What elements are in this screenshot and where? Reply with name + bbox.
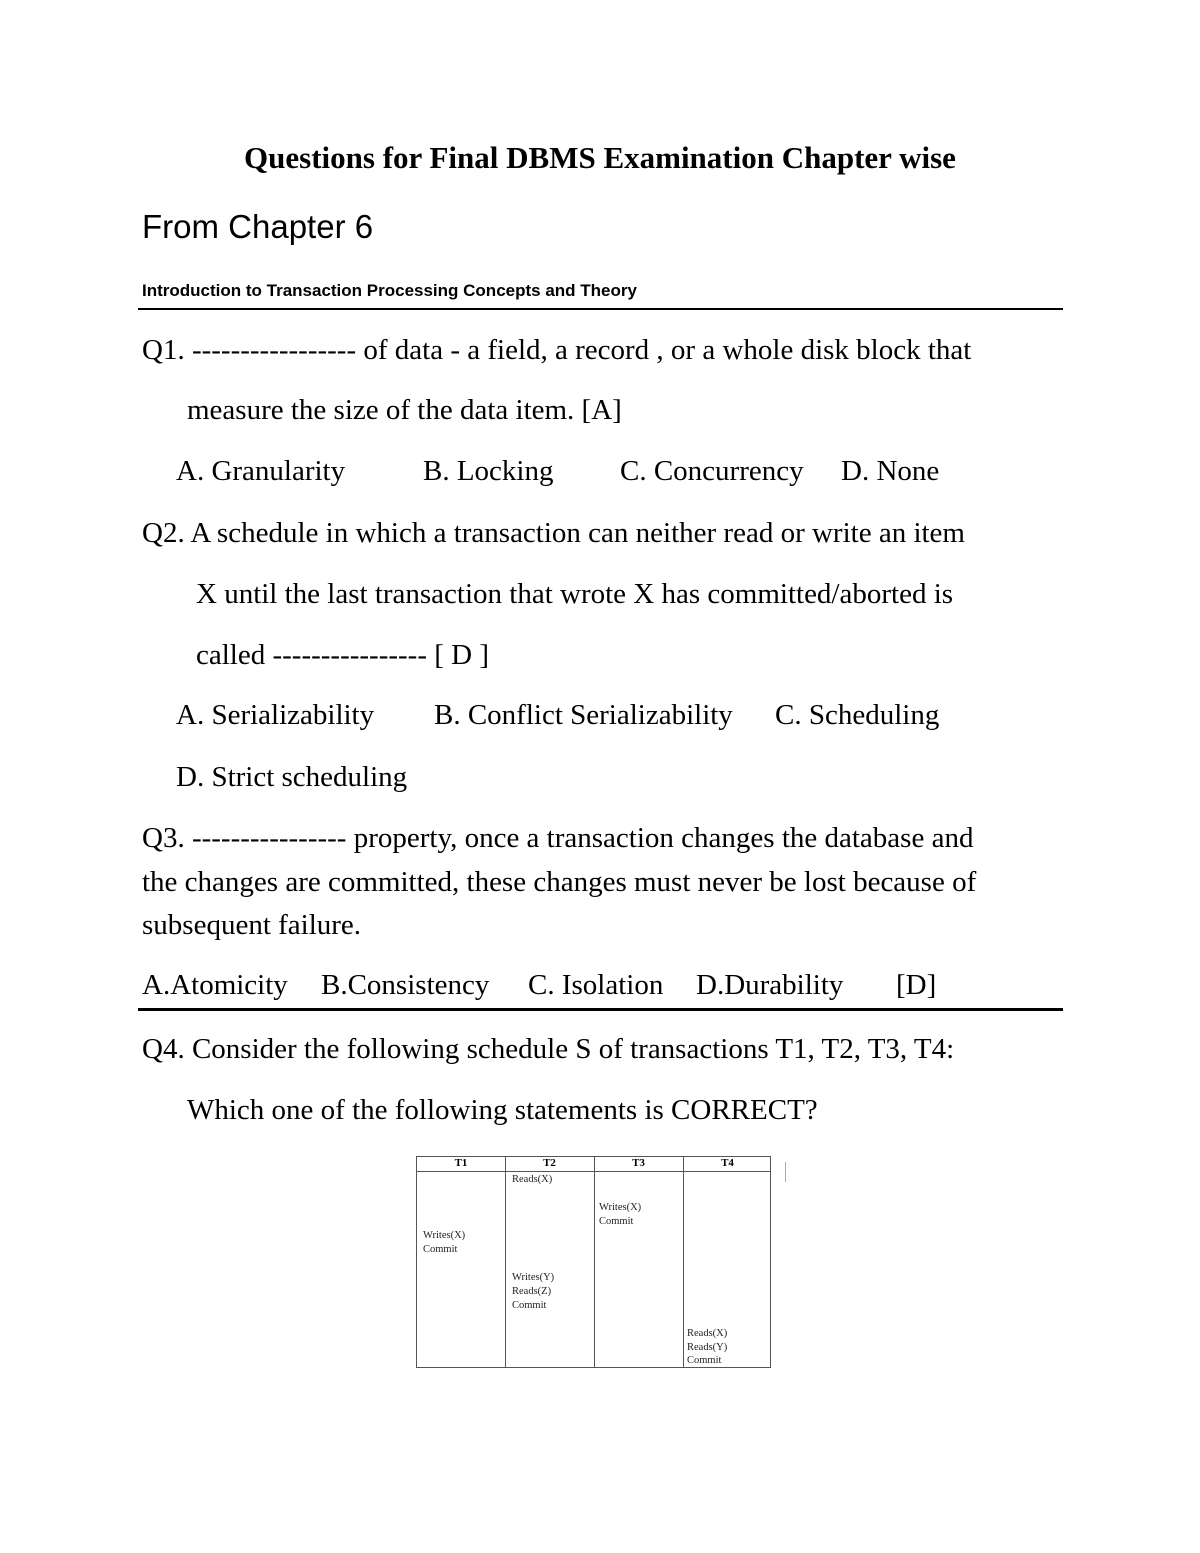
q1-option-d: D. None [841, 455, 940, 487]
subtitle-rule [138, 308, 1063, 310]
schedule-column-divider [594, 1157, 595, 1367]
schedule-table [416, 1156, 771, 1368]
schedule-op-t3-commit: Commit [599, 1216, 634, 1227]
schedule-op-t2-writes-y: Writes(Y) [512, 1272, 555, 1283]
schedule-op-t1-writes-x: Writes(X) [423, 1230, 466, 1241]
schedule-op-t2-reads-x: Reads(X) [512, 1174, 553, 1185]
q3-line2: the changes are committed, these changes must never be lost because of [142, 866, 977, 898]
q1-option-a: A. Granularity [176, 455, 346, 487]
q3-line1: Q3. ---------------- property, once a transaction changes the database and [142, 822, 974, 854]
q2-option-d: D. Strict scheduling [176, 761, 408, 793]
q2-line3: called ---------------- [ D ] [196, 639, 490, 671]
chapter-heading: From Chapter 6 [142, 208, 374, 245]
schedule-header-t1: T1 [454, 1157, 468, 1169]
schedule-op-t4-reads-y: Reads(Y) [687, 1342, 728, 1353]
schedule-header-t2: T2 [543, 1157, 556, 1169]
q1-option-b: B. Locking [423, 455, 554, 487]
q4-line2: Which one of the following statements is CORRECT? [187, 1094, 818, 1126]
schedule-op-t2-reads-z: Reads(Z) [512, 1286, 552, 1297]
q3-option-d: D.Durability [696, 969, 844, 1001]
schedule-op-t1-commit: Commit [423, 1244, 458, 1255]
q3-rule [138, 1008, 1063, 1011]
q3-answer: [D] [896, 969, 937, 1001]
margin-mark [785, 1162, 786, 1182]
q4-line1: Q4. Consider the following schedule S of transactions T1, T2, T3, T4: [142, 1033, 955, 1065]
schedule-header-t3: T3 [632, 1157, 645, 1169]
q2-line1: Q2. A schedule in which a transaction can neither read or write an item [142, 517, 965, 549]
schedule-op-t4-commit: Commit [687, 1355, 722, 1366]
q2-option-c: C. Scheduling [775, 699, 940, 731]
schedule-column-divider [505, 1157, 506, 1367]
q1-option-c: C. Concurrency [620, 455, 804, 487]
schedule-op-t3-writes-x: Writes(X) [599, 1202, 642, 1213]
q3-option-b: B.Consistency [321, 969, 490, 1001]
q2-line2: X until the last transaction that wrote X has committed/aborted is [196, 578, 954, 610]
chapter-subtitle: Introduction to Transaction Processing Concepts and Theory [142, 281, 637, 300]
page-title: Questions for Final DBMS Examination Chapter wise [244, 140, 956, 175]
schedule-column-divider [683, 1157, 684, 1367]
q2-option-a: A. Serializability [176, 699, 375, 731]
schedule-op-t4-reads-x: Reads(X) [687, 1328, 728, 1339]
q1-line1: Q1. ----------------- of data - a field, a record , or a whole disk block that [142, 334, 972, 366]
q1-line2: measure the size of the data item. [A] [187, 394, 622, 426]
q3-line3: subsequent failure. [142, 909, 362, 941]
schedule-header-t4: T4 [721, 1157, 734, 1169]
q3-option-a: A.Atomicity [142, 969, 288, 1001]
q3-option-c: C. Isolation [528, 969, 664, 1001]
schedule-op-t2-commit: Commit [512, 1300, 547, 1311]
q2-option-b: B. Conflict Serializability [434, 699, 733, 731]
